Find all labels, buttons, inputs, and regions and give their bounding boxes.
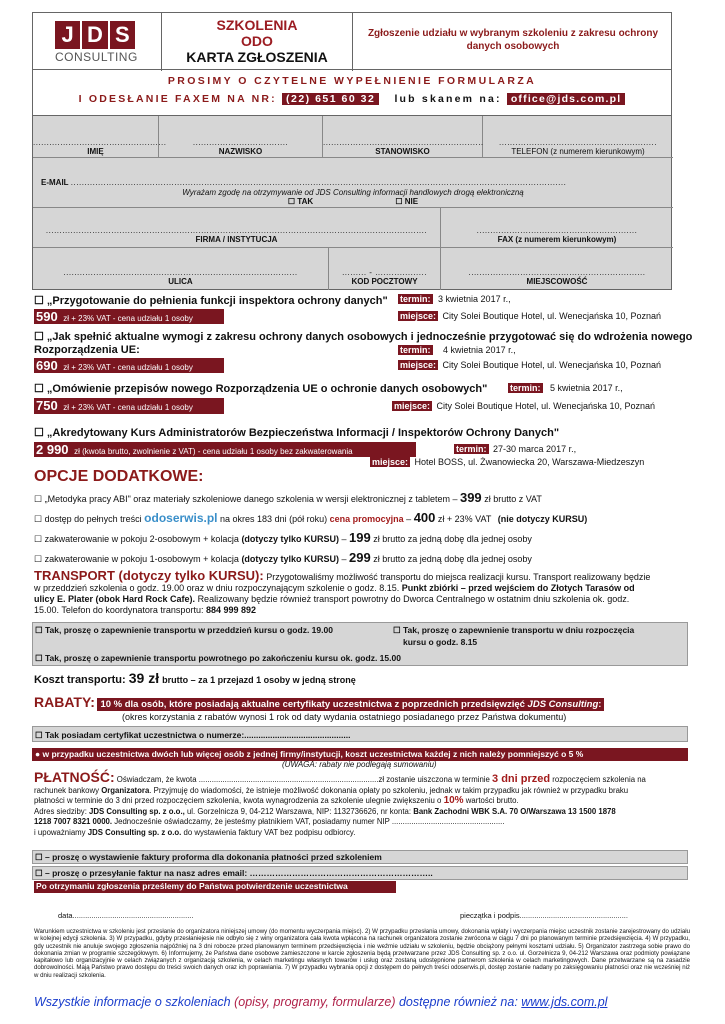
logo-letter-d: D [82,21,107,49]
course-2-price-note: zł + 23% VAT - cena udziału 1 osoby [63,363,193,372]
option-odoserwis-note: (nie dotyczy KURSU) [497,514,588,524]
course-2-title2: Rozporządzenia UE: [34,344,140,356]
option-metodyka-price: 399 [459,490,482,505]
fax-dots[interactable]: ........................................................... [476,226,638,235]
email-label: E-MAIL [41,178,69,187]
course-2-term-label: termin: [400,345,431,355]
course-2-place: City Solei Boutique Hotel, ul. Wenecjańska 10, Poznań [442,360,662,370]
footer [34,995,607,1009]
course-4[interactable] [34,426,694,470]
course-2-title[interactable]: ☐ „Jak spełnić aktualne wymogi z zakresu ochrony danych osobowych i jednocześnie przygotować się do wdrożenia nowego [34,331,693,343]
course-2-price: 690 [36,358,58,373]
consent-yes-checkbox[interactable]: ☐ TAK [287,197,314,206]
course-4-term-label: termin: [456,444,487,454]
zip-dots[interactable]: ......... - ................... [342,268,427,277]
footer-post: dostępne również na: [398,995,518,1009]
discounts-note: (okres korzystania z rabatów wynosi 1 rok od daty wydania ostatniego posiadanego przez Państwa dokumentu) [122,712,567,722]
transport-cost [34,670,356,686]
stamp-signature-field[interactable]: pieczątka i podpis.................................................... [460,911,628,920]
transport-opt-eve[interactable]: ☐ Tak, proszę o zapewnienie transportu w przeddzień kursu o godz. 19.00 [35,625,333,635]
email-address[interactable]: office@jds.com.pl [507,93,626,105]
option-room-2-price: 199 [349,530,371,545]
discounts-highlight-text: 10 % dla osób, które posiadają aktualne certyfikaty uczestnictwa z poprzednich przedsięwzięć [100,699,525,710]
logo [55,21,138,65]
instructions-fax-label: I ODESŁANIE FAXEM NA NR: [78,93,277,105]
transport-text1: Przygotowaliśmy możliwość transportu do miejsca realizacji kursu. Transport realizowany będzie [266,572,651,582]
consent-text: Wyrażam zgodę na otrzymywanie od JDS Consulting informacji handlowych drogą elektroniczną [182,188,524,197]
title-karta: KARTA ZGŁOSZENIA [186,49,328,65]
transport-pickup2: ulicy E. Plater (obok Hard Rock Cafe). [34,594,196,604]
course-1-place: City Solei Boutique Hotel, ul. Wenecjańska 10, Poznań [442,311,662,321]
option-room-1-price: 299 [349,550,371,565]
course-4-price-note: zł (kwota brutto, zwolnienie z VAT) - cena udziału 1 osoby bez zakwaterowania [74,447,353,456]
option-odoserwis-period: na okres 183 dni (pół roku) [220,514,328,524]
logo-small: CONSULTING [55,50,138,64]
option-room-1-post: zł brutto za jedną dobę dla jednej osoby [373,554,532,564]
transport-text3: Realizowany będzie również transport powrotny do Dworca Centralnego w ostatnim dniu szkolenia ok. godz. [197,594,630,604]
instructions-scan-label: lub skanem na: [394,93,502,105]
course-3-title[interactable]: ☐ „Omówienie przepisów nowego Rozporządzenia UE o ochronie danych osobowych" [34,383,488,395]
course-1-term-label: termin: [400,294,431,304]
transport-heading: TRANSPORT (dotyczy tylko KURSU): [34,568,264,583]
name-label: IMIĘ [87,147,104,156]
instructions-line1: PROSIMY O CZYTELNE WYPEŁNIENIE FORMULARZA [167,75,537,87]
logo-letter-s: S [110,21,135,49]
option-odoserwis-post: zł + 23% VAT [437,514,492,524]
title-szkolenia: SZKOLENIA [216,17,298,33]
payment-bank: Bank Zachodni WBK S.A. 70 O/Warszawa 13 1500 1878 [413,806,616,816]
discounts-warning: (UWAGA: rabaty nie podlegają sumowaniu) [282,760,437,769]
footer-pre: Wszystkie informacje o szkoleniach [34,995,231,1009]
title-odo: ODO [241,33,273,49]
transport-opt-morning-time: kursu o godz. 8.15 [403,637,478,647]
transport-options [32,622,688,666]
course-4-place: Hotel BOSS, ul. Żwanowiecka 20, Warszawa-Miedzeszyn [414,457,645,467]
position-label: STANOWISKO [375,147,430,156]
payment-l2: rachunek bankowy [34,785,100,795]
form-area [32,116,672,290]
street-label: ULICA [168,277,193,286]
option-metodyka-text: ☐ „Metodyka pracy ABI" oraz materiały szkoleniowe danego szkolenia w wersji elektronicznej z tabletem – [34,494,458,504]
options-heading: OPCJE DODATKOWE: [34,468,204,485]
course-1[interactable] [34,294,694,328]
transport-cost-value: 39 zł [128,670,160,686]
name-dots[interactable]: ................................................. [33,138,167,147]
payment-heading: PŁATNOŚĆ: [34,769,115,785]
transport-pickup: Punkt zbiórki – przed wejściem do Złotych Tarasów od [401,583,635,593]
option-metodyka-post: zł brutto z VAT [484,494,542,504]
transport-opt-morning[interactable]: ☐ Tak, proszę o zapewnienie transportu w dniu rozpoczęcia [393,625,635,635]
course-3-term-label: termin: [510,383,541,393]
option-room-1-dash: – [341,554,347,564]
payment-l5: Jednocześnie oświadczamy, że jesteśmy płatnikiem VAT, posiadamy numer NIP .................................................... [114,817,505,827]
course-3-price-note: zł + 23% VAT - cena udziału 1 osoby [63,403,193,412]
option-odoserwis-price: 400 [413,510,436,525]
terms-text: Warunkiem uczestnictwa w szkoleniu jest przesłanie do organizatora niniejszej umowy (do momentu wyczerpania miejsc). 2) W przypadku przesłania umowy, dokonania wpłaty i wyczerpania miejsc uczestnik zostanie zarejestrowany do udziału w kolejnej edycji szkolenia. 3) W przypadku, gdyby przesłaniejesie nie odbyło się z winy organizatora cała kwota wpłacona na rachunek organizatora zostanie zwrócona w ciągu 7 dni po planowanym terminie przedsięwzięcia. 4) W przypadku, gdy uczestnik nie anuluje swojego zgłoszenia najpóźniej na 3 dni robocze przed planowanym terminem przedsięwzięcia i nie weźmie udziału w szkoleniu, będzie obciążony pełnymi kosztami udziału. 5) Organizator zastrzega sobie prawo do dokonania zmian w programie szczegółowym. 6) Informujemy, że Państwa dane osobowe zamieszczone w karcie zgłoszenia będą przetwarzane przez JDS Consulting sp. z o.o. ul. Gorzelnicza 9, 04-212 Warszawa oraz podmioty powiązane kapitałowo lub organizacyjnie w celach związanych z organizacją szkolenia, w celach marketingu własnych towarów i usług oraz zostaną udostępnione partnerom szkolenia w celach marketingowych. Dane przetwarzane są na zasadzie dobrowolności. Mają Państwo prawo dostępu do treści swoich danych oraz ich poprawiania. 7) W przypadku wybrania opcji z dostępem do pełnych treści odoserwis.pl, dostęp zostanie nadany po zaksięgowaniu płatności oraz nie wcześniej niż w dniu realizacji szkolenia. [34,928,690,979]
option-odoserwis-promo: cena promocyjna [329,514,404,524]
payment-pct: 10% [443,795,464,807]
transport-cost-label: Koszt transportu: [34,674,126,686]
transport-text2: w przeddzień szkolenia o godz. 19.00 oraz w dniu rozpoczynającym szkolenie o godz. 8.15. [34,583,400,593]
course-4-price: 2 990 [36,442,69,457]
course-3-place-label: miejsce: [394,401,431,411]
option-room-1-note: (dotyczy tylko KURSU) [241,554,339,564]
payment-section [34,769,694,839]
option-room-2-post: zł brutto za jedną dobę dla jednej osoby [373,534,532,544]
transport-text4: 15.00. Telefon do koordynatora transportu: [34,605,204,615]
payment-l2-post: . Przyjmuję do wiadomości, że istnieje możliwość dokonania opłaty po szkoleniu, jednak w takim przypadku jak również w przypadku braku [149,785,629,795]
transport-phone: 884 999 892 [205,605,257,615]
course-3-place: City Solei Boutique Hotel, ul. Wenecjańska 10, Poznań [436,401,656,411]
payment-l4-mid: ul. Gorzelnicza 9, 04-212 Warszawa, NIP: 1132736626, nr konta: [186,806,412,816]
date-field[interactable]: data.......................................................... [58,911,194,920]
course-1-term: 3 kwietnia 2017 r., [438,294,511,304]
street-dots[interactable]: ...................................................................................... [63,268,298,277]
option-metodyka[interactable] [34,490,542,505]
certificate-checkbox[interactable]: ☐ Tak posiadam certyfikat uczestnictwa o numerze:............................................. [32,726,688,742]
option-room-1[interactable] [34,550,532,565]
footer-mid: (opisy, programy, formularze) [234,995,396,1009]
email-dots[interactable]: ...................................................................................................................................................................................... [70,178,567,187]
option-room-1-text: ☐ zakwaterowanie w pokoju 1-osobowym + kolacja [34,554,239,564]
payment-company: JDS Consulting sp. z o.o., [89,806,185,816]
payment-l1-post: rozpoczęciem szkolenia na [552,775,646,784]
multi-person-discount: ● w przypadku uczestnictwa dwóch lub więcej osób z jednej firmy/instytucji, koszt uczestnictwa każdej z nich należy pomniejszyć o 5 % [32,748,688,761]
position-dots[interactable]: ........................................................... [323,138,484,147]
phone-dots[interactable]: .......................................................... [499,138,657,147]
city-dots[interactable]: ................................................................. [468,268,646,277]
course-1-place-label: miejsce: [400,311,437,321]
payment-days: 3 dni przed [492,773,551,785]
firm-label: FIRMA / INSTYTUCJA [195,235,278,244]
fax-label: FAX (z numerem kierunkowym) [497,235,617,244]
payment-l6: i upoważniamy [34,827,86,837]
course-2-place-label: miejsce: [400,360,437,370]
phone-label: TELEFON (z numerem kierunkowym) [511,147,645,156]
option-odoserwis-text: ☐ dostęp do pełnych treści [34,514,142,524]
instructions-banner [32,70,672,116]
payment-l3-post: wartości brutto. [465,796,519,806]
invoice-email-checkbox[interactable]: ☐ – proszę o przesyłanie faktur na nasz adres email: ……………………………………………………….. [32,866,688,880]
course-4-term: 27-30 marca 2017 r., [493,444,577,454]
discounts-heading: RABATY: [34,694,95,710]
payment-l4: Adres siedziby: [34,806,87,816]
transport-opt-return[interactable]: ☐ Tak, proszę o zapewnienie transportu powrotnego po zakończeniu kursu ok. godz. 15.00 [35,653,401,663]
discounts-highlight [97,698,604,711]
footer-link[interactable]: www.jds.com.pl [521,995,608,1009]
transport-section [34,570,694,616]
logo-letter-j: J [55,21,80,49]
payment-company2: JDS Consulting sp. z o.o. [87,827,182,837]
discounts-highlight-colon: : [598,699,602,710]
course-1-price-note: zł + 23% VAT - cena udziału 1 osoby [63,314,193,323]
course-1-title[interactable]: ☐ „Przygotowanie do pełnienia funkcji inspektora ochrony danych" [34,295,388,307]
payment-organizer: Organizatora [101,785,150,795]
fax-number: (22) 651 60 32 [282,93,379,105]
payment-l1: Oświadczam, że kwota ...................................................................................zł zostanie uiszczona w terminie [116,775,490,784]
surname-label: NAZWISKO [218,147,263,156]
firm-dots[interactable]: ............................................................................................................................................ [45,226,428,235]
consent-no-checkbox[interactable]: ☐ NIE [395,197,419,206]
course-2[interactable] [34,330,694,374]
payment-l3: płatności w terminie do 3 dni przed rozpoczęciem szkolenia, kwota wynagrodzenia za szkolenie ulegnie zwiększeniu o [34,796,442,806]
payment-l6-post: do wystawienia faktury VAT bez podpisu odbiorcy. [183,827,356,837]
zip-label: KOD POCZTOWY [351,277,418,286]
option-room-2-dash: – [341,534,347,544]
course-3[interactable] [34,382,694,416]
discounts-row [34,694,604,710]
city-label: MIEJSCOWOŚĆ [526,277,588,286]
transport-cost-note: brutto – za 1 przejazd 1 osoby w jedną stronę [162,675,356,685]
course-4-place-label: miejsce: [372,457,409,467]
course-2-term: 4 kwietnia 2017 r., [443,345,516,355]
course-1-price: 590 [36,309,58,324]
surname-dots[interactable]: ................................... [192,138,289,147]
course-3-term: 5 kwietnia 2017 r., [550,383,623,393]
discounts-highlight-brand: JDS Consulting [527,699,599,710]
course-3-price: 750 [36,398,58,413]
option-odoserwis-dash: – [406,514,412,524]
confirmation-note: Po otrzymaniu zgłoszenia prześlemy do Państwa potwierdzenie uczestnictwa [34,881,396,893]
payment-account: 1218 7007 8321 0000. [34,817,113,827]
header [32,12,672,70]
option-room-2[interactable] [34,530,532,545]
proforma-checkbox[interactable]: ☐ – proszę o wystawienie faktury proforma dla dokonania płatności przed szkoleniem [32,850,688,864]
odoserwis-brand: odoserwis.pl [144,511,218,525]
option-room-2-text: ☐ zakwaterowanie w pokoju 2-osobowym + kolacja [34,534,239,544]
header-subtitle: Zgłoszenie udziału w wybranym szkoleniu z zakresu ochrony danych osobowych [367,28,659,52]
option-odoserwis[interactable] [34,510,587,525]
option-room-2-note: (dotyczy tylko KURSU) [241,534,339,544]
course-4-title[interactable]: ☐ „Akredytowany Kurs Administratorów Bezpieczeństwa Informacji / Inspektorów Ochrony Danych" [34,427,560,439]
